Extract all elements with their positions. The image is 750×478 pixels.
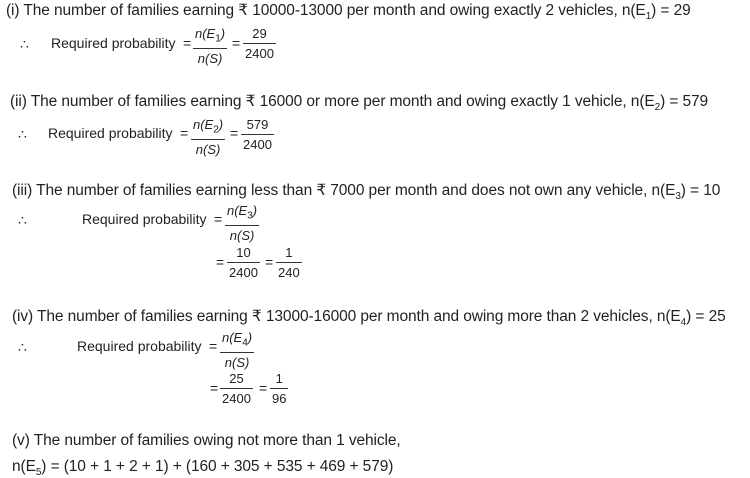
part-4-fraction-value: 25 2400 [222,371,251,406]
part-3-statement: (iii) The number of families earning less than ₹ 7000 per month and does not own any vehicle, $n(E_3) = 10$ [12,182,721,203]
part-2-statement: (ii) The number of families earning ₹ 16000 or more per month and owing exactly 1 vehicle, $n(E_2) = 579$ [10,93,709,114]
equals-sign: = [209,338,218,354]
part-2-fraction-ne-ns: $n(E_2)$ n(S) [193,117,224,157]
part-4-fraction-simplified: 1 96 [272,371,287,406]
part-3-fraction-ne-ns: $n(E_3)$ n(S) [227,203,258,243]
therefore-symbol: ∴ [18,212,27,228]
part-3-fraction-value: 10 2400 [229,245,258,280]
part-5-statement: (v) The number of families owing not more than 1 vehicle, [12,432,401,449]
part-1-statement: (i) The number of families earning ₹ 10000-13000 per month and owing exactly 2 vehicles, $n(E_1) = 29$ [6,2,691,23]
part-5-equation: $n(E_5) = (10 + 1 + 2 + 1) + (160 + 305 + 535 + 469 + 579)$ [12,458,394,478]
part-1-fraction-ne-ns: $n(E_1)$ n(S) [195,26,226,66]
part-4-fraction-ne-ns: $n(E_4)$ n(S) [222,330,253,370]
part-4-label: Required probability [77,338,202,354]
part-1-label: Required probability [51,35,176,51]
equals-sign: = [210,380,219,396]
part-2-fraction-value: 579 2400 [243,117,272,152]
equals-sign: = [180,125,189,141]
part-1-fraction-value: 29 2400 [245,26,274,61]
part-4-statement: (iv) The number of families earning ₹ 13000-16000 per month and owing more than 2 vehicles, $n(E_4) = 25$ [12,308,726,329]
equals-sign: = [232,35,241,51]
therefore-symbol: ∴ [18,126,27,142]
equals-sign: = [259,380,268,396]
therefore-symbol: ∴ [18,339,27,355]
part-3-fraction-simplified: 1 240 [278,245,300,280]
equals-sign: = [216,254,225,270]
equals-sign: = [265,254,274,270]
part-3-label: Required probability [82,211,207,227]
equals-sign: = [214,211,223,227]
equals-sign: = [183,35,192,51]
equals-sign: = [230,125,239,141]
part-2-label: Required probability [48,125,173,141]
therefore-symbol: ∴ [20,36,29,52]
